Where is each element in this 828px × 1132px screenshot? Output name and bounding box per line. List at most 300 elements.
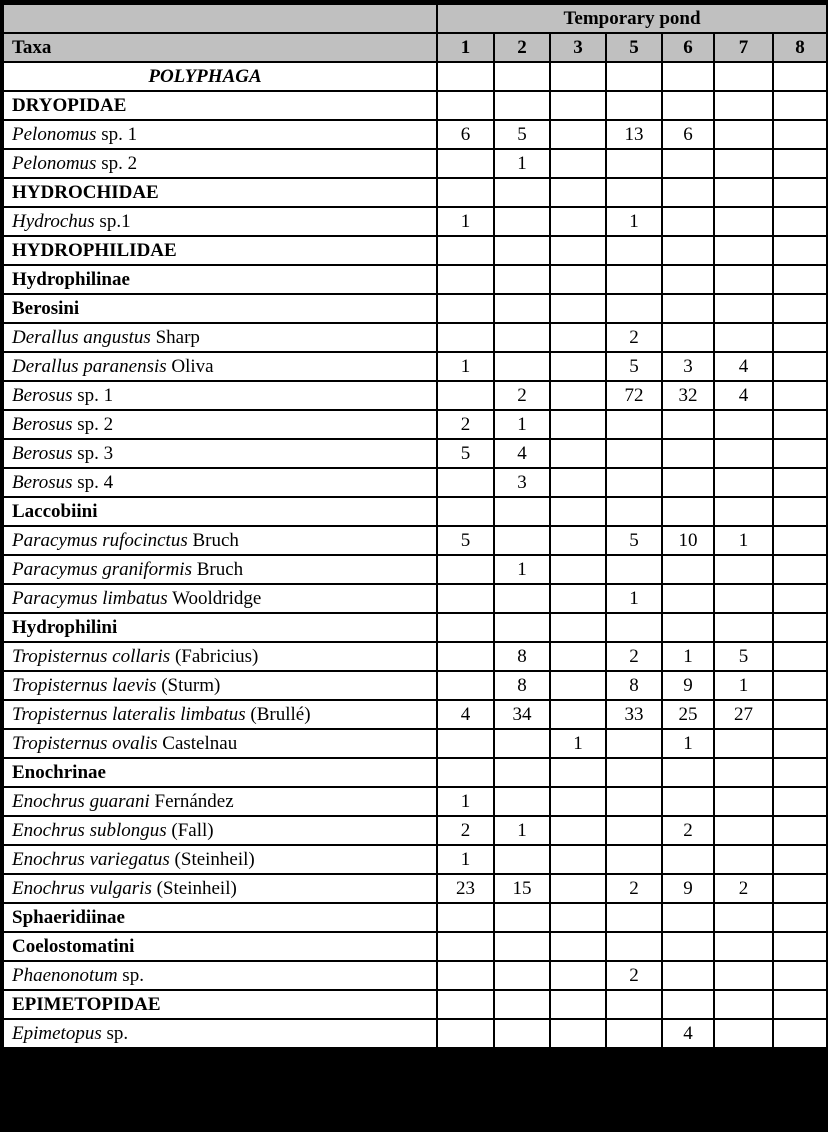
genus-species-name: Tropisternus lateralis limbatus xyxy=(12,704,246,725)
group-row xyxy=(3,265,827,294)
count-cell xyxy=(714,323,773,352)
group-row xyxy=(3,990,827,1019)
genus-species-name: Paracymus rufocinctus xyxy=(12,530,188,551)
count-cell xyxy=(606,990,662,1019)
count-cell xyxy=(714,178,773,207)
count-cell xyxy=(606,758,662,787)
count-cell: 5 xyxy=(437,526,494,555)
count-cell xyxy=(494,352,550,381)
count-cell xyxy=(714,613,773,642)
count-cell xyxy=(550,555,606,584)
table-row xyxy=(3,642,827,671)
count-cell xyxy=(662,410,714,439)
count-cell xyxy=(550,903,606,932)
count-cell xyxy=(773,178,827,207)
taxon-name-cell xyxy=(3,671,437,700)
count-cell: 6 xyxy=(437,120,494,149)
bottom-border xyxy=(0,1118,828,1132)
group-row xyxy=(3,903,827,932)
authority-text: (Brullé) xyxy=(245,704,311,725)
count-cell xyxy=(773,352,827,381)
count-cell xyxy=(606,787,662,816)
table-row xyxy=(3,439,827,468)
count-cell xyxy=(550,207,606,236)
count-cell xyxy=(606,1019,662,1048)
count-cell: 6 xyxy=(662,120,714,149)
count-cell xyxy=(494,990,550,1019)
table-row xyxy=(3,874,827,903)
count-cell xyxy=(662,584,714,613)
count-cell xyxy=(773,729,827,758)
count-cell xyxy=(494,584,550,613)
count-cell xyxy=(550,410,606,439)
count-cell xyxy=(494,758,550,787)
count-cell: 1 xyxy=(714,526,773,555)
count-cell xyxy=(437,642,494,671)
authority-text: Wooldridge xyxy=(167,588,262,609)
genus-species-name: Enochrus guarani xyxy=(12,791,150,812)
genus-species-name: Paracymus graniformis xyxy=(12,559,192,580)
table-row xyxy=(3,729,827,758)
count-cell xyxy=(550,816,606,845)
count-cell: 5 xyxy=(606,352,662,381)
count-cell xyxy=(437,903,494,932)
count-cell xyxy=(714,729,773,758)
count-cell xyxy=(550,352,606,381)
count-cell xyxy=(773,613,827,642)
count-cell xyxy=(773,990,827,1019)
table-body xyxy=(3,62,827,1048)
count-cell xyxy=(494,91,550,120)
header-blank-cell xyxy=(3,4,437,33)
taxon-name-cell xyxy=(3,700,437,729)
table-row xyxy=(3,468,827,497)
taxon-name-cell xyxy=(3,584,437,613)
count-cell xyxy=(437,62,494,91)
count-cell xyxy=(773,671,827,700)
taxon-name-cell: HYDROCHIDAE xyxy=(3,178,437,207)
count-cell xyxy=(437,323,494,352)
count-cell xyxy=(550,91,606,120)
genus-species-name: Hydrochus xyxy=(12,211,95,232)
count-cell xyxy=(494,497,550,526)
count-cell xyxy=(662,497,714,526)
count-cell: 1 xyxy=(494,555,550,584)
count-cell xyxy=(437,932,494,961)
count-cell xyxy=(773,439,827,468)
table-row xyxy=(3,584,827,613)
count-cell: 1 xyxy=(662,642,714,671)
column-header: 5 xyxy=(606,33,662,62)
authority-text: sp. xyxy=(117,965,144,986)
genus-species-name: Pelonomus xyxy=(12,124,97,145)
count-cell xyxy=(773,845,827,874)
count-cell xyxy=(714,497,773,526)
taxon-name-cell xyxy=(3,729,437,758)
count-cell xyxy=(494,961,550,990)
count-cell: 4 xyxy=(437,700,494,729)
count-cell: 4 xyxy=(494,439,550,468)
genus-species-name: Paracymus limbatus xyxy=(12,588,168,609)
count-cell xyxy=(437,149,494,178)
count-cell: 1 xyxy=(714,671,773,700)
taxon-name-cell xyxy=(3,323,437,352)
count-cell: 8 xyxy=(494,642,550,671)
count-cell xyxy=(606,903,662,932)
count-cell xyxy=(714,555,773,584)
taxon-name-cell xyxy=(3,555,437,584)
table-row xyxy=(3,671,827,700)
suborder-row xyxy=(3,62,827,91)
genus-species-name: Enochrus variegatus xyxy=(12,849,170,870)
count-cell xyxy=(662,845,714,874)
count-cell xyxy=(773,758,827,787)
group-row xyxy=(3,497,827,526)
taxon-name-cell xyxy=(3,874,437,903)
count-cell xyxy=(714,845,773,874)
count-cell xyxy=(437,236,494,265)
count-cell xyxy=(662,236,714,265)
table-row xyxy=(3,555,827,584)
count-cell xyxy=(714,294,773,323)
table-row xyxy=(3,381,827,410)
count-cell xyxy=(550,874,606,903)
count-cell xyxy=(714,265,773,294)
count-cell xyxy=(550,178,606,207)
taxon-name-cell xyxy=(3,845,437,874)
count-cell: 13 xyxy=(606,120,662,149)
count-cell: 8 xyxy=(606,671,662,700)
count-cell xyxy=(714,439,773,468)
count-cell xyxy=(437,671,494,700)
genus-species-name: Enochrus vulgaris xyxy=(12,878,152,899)
count-cell xyxy=(550,120,606,149)
group-row xyxy=(3,91,827,120)
group-row xyxy=(3,758,827,787)
count-cell: 1 xyxy=(437,207,494,236)
count-cell xyxy=(437,961,494,990)
taxon-name-cell: Coelostomatini xyxy=(3,932,437,961)
count-cell: 2 xyxy=(606,642,662,671)
count-cell xyxy=(662,265,714,294)
count-cell xyxy=(773,120,827,149)
count-cell xyxy=(773,323,827,352)
genus-species-name: Berosus xyxy=(12,472,73,493)
count-cell xyxy=(662,468,714,497)
genus-species-name: Epimetopus xyxy=(12,1023,102,1044)
count-cell xyxy=(494,265,550,294)
count-cell: 1 xyxy=(494,149,550,178)
authority-text: Sharp xyxy=(150,327,200,348)
count-cell xyxy=(494,323,550,352)
count-cell: 2 xyxy=(437,410,494,439)
count-cell xyxy=(550,787,606,816)
count-cell: 3 xyxy=(494,468,550,497)
count-cell xyxy=(714,758,773,787)
count-cell xyxy=(662,323,714,352)
count-cell xyxy=(714,932,773,961)
count-cell xyxy=(437,294,494,323)
count-cell xyxy=(550,671,606,700)
count-cell: 5 xyxy=(494,120,550,149)
count-cell: 2 xyxy=(606,323,662,352)
taxa-table xyxy=(2,3,828,1049)
taxon-name-cell: POLYPHAGA xyxy=(3,62,437,91)
taxon-name-cell xyxy=(3,468,437,497)
count-cell xyxy=(662,787,714,816)
count-cell xyxy=(773,584,827,613)
count-cell xyxy=(550,236,606,265)
count-cell xyxy=(550,961,606,990)
count-cell xyxy=(606,62,662,91)
taxon-name-cell xyxy=(3,120,437,149)
count-cell: 1 xyxy=(437,352,494,381)
count-cell xyxy=(550,265,606,294)
taxon-name-cell xyxy=(3,352,437,381)
count-cell xyxy=(773,62,827,91)
authority-text: sp. xyxy=(101,1023,129,1044)
header-row-group xyxy=(3,4,827,33)
count-cell xyxy=(550,149,606,178)
authority-text: sp.1 xyxy=(94,211,131,232)
count-cell xyxy=(494,613,550,642)
count-cell xyxy=(494,729,550,758)
count-cell xyxy=(437,613,494,642)
count-cell xyxy=(437,91,494,120)
genus-species-name: Berosus xyxy=(12,385,73,406)
table-row xyxy=(3,352,827,381)
authority-text: sp. 2 xyxy=(96,153,138,174)
count-cell: 4 xyxy=(714,381,773,410)
taxon-name-cell: HYDROPHILIDAE xyxy=(3,236,437,265)
count-cell xyxy=(437,555,494,584)
taxon-name-cell xyxy=(3,381,437,410)
count-cell xyxy=(550,468,606,497)
table-row xyxy=(3,700,827,729)
count-cell xyxy=(437,497,494,526)
count-cell xyxy=(550,845,606,874)
count-cell xyxy=(550,381,606,410)
count-cell xyxy=(494,845,550,874)
count-cell xyxy=(494,526,550,555)
count-cell: 1 xyxy=(437,845,494,874)
count-cell xyxy=(662,613,714,642)
count-cell: 2 xyxy=(494,381,550,410)
count-cell xyxy=(550,62,606,91)
genus-species-name: Phaenonotum xyxy=(12,965,118,986)
count-cell xyxy=(714,120,773,149)
count-cell: 1 xyxy=(494,816,550,845)
count-cell xyxy=(714,787,773,816)
count-cell xyxy=(773,642,827,671)
count-cell xyxy=(662,961,714,990)
authority-text: Bruch xyxy=(191,559,244,580)
count-cell xyxy=(550,613,606,642)
taxon-name-cell: Enochrinae xyxy=(3,758,437,787)
taxon-name-cell: Laccobiini xyxy=(3,497,437,526)
count-cell xyxy=(437,990,494,1019)
authority-text: Oliva xyxy=(166,356,214,377)
taxon-name-cell: Hydrophilini xyxy=(3,613,437,642)
count-cell xyxy=(714,91,773,120)
count-cell: 1 xyxy=(662,729,714,758)
count-cell xyxy=(773,149,827,178)
count-cell xyxy=(662,903,714,932)
genus-species-name: Pelonomus xyxy=(12,153,97,174)
count-cell xyxy=(550,526,606,555)
count-cell: 5 xyxy=(437,439,494,468)
count-cell xyxy=(606,236,662,265)
count-cell xyxy=(550,642,606,671)
count-cell: 10 xyxy=(662,526,714,555)
count-cell: 32 xyxy=(662,381,714,410)
count-cell xyxy=(606,149,662,178)
count-cell: 2 xyxy=(662,816,714,845)
count-cell xyxy=(773,961,827,990)
authority-text: (Sturm) xyxy=(156,675,221,696)
count-cell: 25 xyxy=(662,700,714,729)
count-cell xyxy=(773,1019,827,1048)
count-cell xyxy=(606,178,662,207)
count-cell: 2 xyxy=(606,874,662,903)
count-cell xyxy=(606,265,662,294)
count-cell xyxy=(773,932,827,961)
count-cell xyxy=(494,236,550,265)
count-cell xyxy=(773,236,827,265)
authority-text: (Fall) xyxy=(166,820,214,841)
count-cell xyxy=(437,729,494,758)
table-row xyxy=(3,149,827,178)
count-cell xyxy=(773,410,827,439)
authority-text: sp. 1 xyxy=(96,124,138,145)
count-cell: 23 xyxy=(437,874,494,903)
count-cell: 8 xyxy=(494,671,550,700)
count-cell xyxy=(606,729,662,758)
count-cell xyxy=(606,468,662,497)
taxon-name-cell xyxy=(3,439,437,468)
count-cell xyxy=(606,91,662,120)
table-row xyxy=(3,120,827,149)
count-cell xyxy=(494,178,550,207)
count-cell xyxy=(714,990,773,1019)
count-cell: 1 xyxy=(606,207,662,236)
count-cell xyxy=(714,62,773,91)
count-cell xyxy=(606,932,662,961)
authority-text: sp. 4 xyxy=(72,472,114,493)
group-row xyxy=(3,236,827,265)
count-cell xyxy=(606,613,662,642)
taxon-name-cell: DRYOPIDAE xyxy=(3,91,437,120)
taxon-name-cell xyxy=(3,526,437,555)
count-cell xyxy=(773,526,827,555)
count-cell xyxy=(437,265,494,294)
table-row xyxy=(3,845,827,874)
count-cell xyxy=(662,62,714,91)
count-cell xyxy=(773,207,827,236)
column-header: 8 xyxy=(773,33,827,62)
count-cell xyxy=(606,555,662,584)
count-cell xyxy=(550,294,606,323)
genus-species-name: Berosus xyxy=(12,414,73,435)
table-row xyxy=(3,207,827,236)
count-cell: 4 xyxy=(662,1019,714,1048)
count-cell: 2 xyxy=(714,874,773,903)
count-cell xyxy=(437,1019,494,1048)
count-cell xyxy=(494,207,550,236)
count-cell xyxy=(714,961,773,990)
column-header: 7 xyxy=(714,33,773,62)
count-cell: 5 xyxy=(606,526,662,555)
count-cell xyxy=(494,932,550,961)
count-cell: 5 xyxy=(714,642,773,671)
count-cell xyxy=(606,294,662,323)
count-cell xyxy=(494,1019,550,1048)
count-cell xyxy=(550,932,606,961)
count-cell xyxy=(773,497,827,526)
count-cell xyxy=(437,468,494,497)
count-cell xyxy=(494,787,550,816)
taxon-name-cell xyxy=(3,961,437,990)
count-cell xyxy=(773,787,827,816)
count-cell: 1 xyxy=(550,729,606,758)
table-row xyxy=(3,787,827,816)
count-cell: 2 xyxy=(437,816,494,845)
count-cell xyxy=(606,497,662,526)
count-cell xyxy=(494,294,550,323)
taxon-name-cell: EPIMETOPIDAE xyxy=(3,990,437,1019)
count-cell xyxy=(494,62,550,91)
taxon-name-cell xyxy=(3,787,437,816)
count-cell xyxy=(773,700,827,729)
count-cell xyxy=(714,207,773,236)
authority-text: sp. 2 xyxy=(72,414,114,435)
table-container xyxy=(2,3,826,1049)
group-row xyxy=(3,932,827,961)
count-cell xyxy=(662,932,714,961)
count-cell xyxy=(550,439,606,468)
count-cell xyxy=(550,323,606,352)
count-cell xyxy=(550,584,606,613)
genus-species-name: Tropisternus collaris xyxy=(12,646,171,667)
count-cell xyxy=(773,874,827,903)
count-cell xyxy=(662,294,714,323)
count-cell xyxy=(714,1019,773,1048)
count-cell xyxy=(606,439,662,468)
count-cell: 3 xyxy=(662,352,714,381)
count-cell xyxy=(773,903,827,932)
count-cell: 72 xyxy=(606,381,662,410)
count-cell: 1 xyxy=(606,584,662,613)
genus-species-name: Berosus xyxy=(12,443,73,464)
taxon-name-cell xyxy=(3,410,437,439)
count-cell xyxy=(773,91,827,120)
count-cell xyxy=(437,381,494,410)
authority-text: (Steinheil) xyxy=(151,878,237,899)
authority-text: Bruch xyxy=(187,530,239,551)
authority-text: (Steinheil) xyxy=(169,849,255,870)
table-row xyxy=(3,323,827,352)
count-cell: 34 xyxy=(494,700,550,729)
column-header: 2 xyxy=(494,33,550,62)
count-cell xyxy=(714,584,773,613)
count-cell: 2 xyxy=(606,961,662,990)
genus-species-name: Tropisternus ovalis xyxy=(12,733,158,754)
table-row xyxy=(3,816,827,845)
count-cell xyxy=(550,990,606,1019)
count-cell xyxy=(606,845,662,874)
count-cell xyxy=(773,294,827,323)
count-cell: 1 xyxy=(494,410,550,439)
